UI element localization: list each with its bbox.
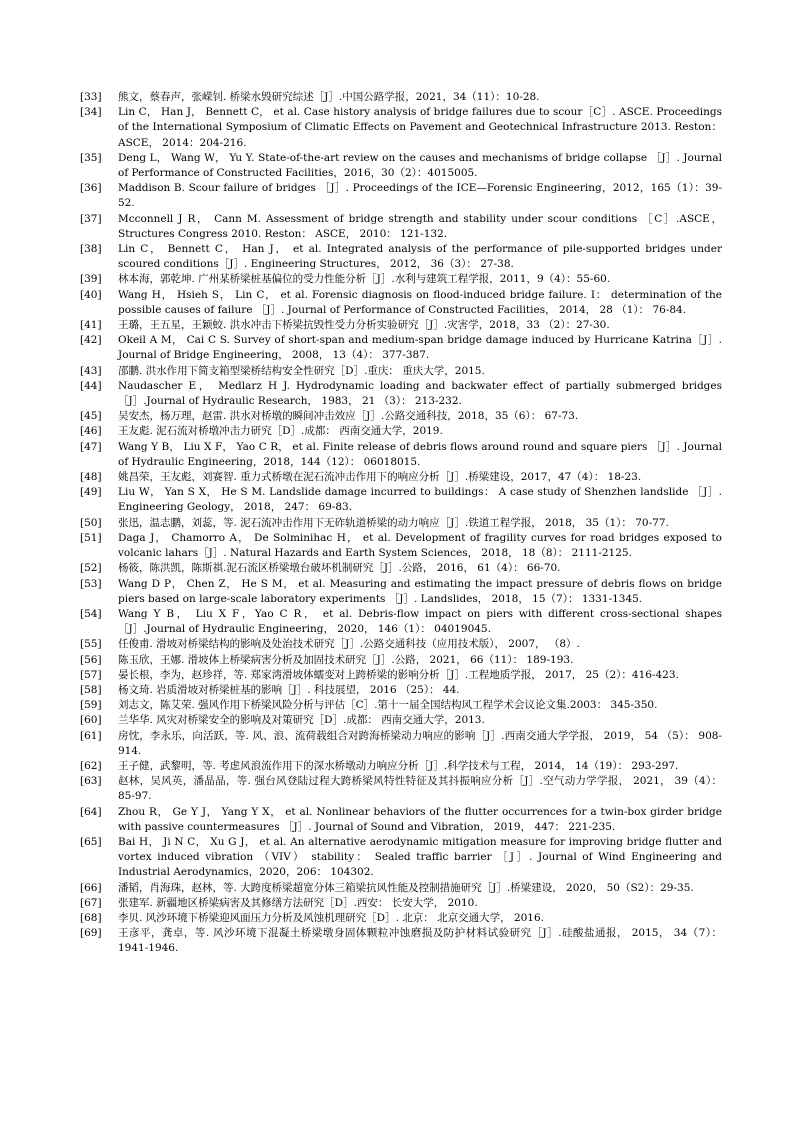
reference-number: [69] bbox=[80, 927, 102, 940]
reference-item bbox=[80, 333, 722, 363]
reference-item bbox=[80, 881, 722, 896]
reference-number: [63] bbox=[80, 775, 102, 788]
reference-number: [56] bbox=[80, 653, 102, 666]
reference-item bbox=[80, 181, 722, 211]
reference-item bbox=[80, 318, 722, 333]
reference-item bbox=[80, 637, 722, 652]
reference-text: Okeil A M， Cai C S. Survey of short-span and medium-span bridge damage induced by Hurricane Katrina［J］. Journal of Bridge Engineering， 2008， 13（4）： 377-387. bbox=[118, 334, 722, 362]
reference-text: Bai H， Ji N C， Xu G J， et al. An alternative aerodynamic mitigation measure for improving bridge flutter and vortex induced vibration （VIV） stability： Sealed traffic barrier ［J］. Journal of Wind Engineering and Industrial Aerodynamics，2020，206： 104302. bbox=[118, 835, 722, 879]
reference-number: [46] bbox=[80, 425, 102, 438]
reference-item bbox=[80, 561, 722, 576]
reference-text: 兰华华. 风灾对桥梁安全的影响及对策研究［D］.成都： 西南交通大学，2013. bbox=[118, 714, 485, 727]
reference-item bbox=[80, 653, 722, 668]
reference-text: 邵鹏. 洪水作用下简支箱型梁桥结构安全性研究［D］.重庆： 重庆大学，2015. bbox=[118, 364, 485, 377]
reference-text: 熊文，蔡春声，张嵘钊. 桥梁水毁研究综述［J］.中国公路学报，2021，34（11）：10-28. bbox=[118, 91, 540, 103]
reference-number: [67] bbox=[80, 896, 102, 909]
reference-item bbox=[80, 911, 722, 926]
reference-text: Wang H， Hsieh S， Lin C， et al. Forensic diagnosis on flood-induced bridge failure. I： determination of the possible causes of failure ［J］. Journal of Performance of Constructed Facilities， 2014， 28 （1）： 76-84. bbox=[118, 288, 722, 316]
reference-text: 潘韬，肖海珠，赵林，等. 大跨度桥梁超宽分体三箱梁抗风性能及控制措施研究［J］.桥梁建设， 2020， 50（S2）：29-35. bbox=[118, 881, 694, 894]
reference-number: [51] bbox=[80, 531, 102, 544]
reference-item bbox=[80, 90, 722, 105]
reference-item bbox=[80, 364, 722, 379]
reference-item bbox=[80, 485, 722, 515]
reference-number: [40] bbox=[80, 288, 102, 301]
reference-number: [53] bbox=[80, 577, 102, 590]
reference-item bbox=[80, 212, 722, 242]
reference-item bbox=[80, 105, 722, 151]
reference-number: [35] bbox=[80, 151, 102, 164]
reference-text: Wang Y B， Liu X F，Yao C R， et al. Debris-flow impact on piers with different cross-sectional shapes ［J］.Journal of Hydraulic Engineering， 2020， 146（1）： 04019045. bbox=[118, 607, 722, 636]
reference-item bbox=[80, 470, 722, 485]
reference-text: Wang D P， Chen Z， He S M， et al. Measuring and estimating the impact pressure of debris flows on bridge piers based on large-scale laboratory experiments ［J］. Landslides， 2018， 15（7）： 1331-1345. bbox=[118, 577, 722, 605]
reference-item bbox=[80, 896, 722, 911]
reference-text: Liu W， Yan S X， He S M. Landslide damage incurred to buildings： A case study of Shenzhen landslide ［J］. Engineering Geology， 2018， 247： 69-83. bbox=[118, 486, 722, 514]
reference-text: 王子健，武黎明，等. 考虑风浪流作用下的深水桥墩动力响应分析［J］.科学技术与工程， 2014， 14（19）： 293-297. bbox=[118, 759, 679, 772]
reference-item bbox=[80, 516, 722, 531]
reference-number: [60] bbox=[80, 714, 102, 727]
reference-item bbox=[80, 424, 722, 439]
reference-text: Lin C， Bennett C， Han J， et al. Integrated analysis of the performance of pile-supported bridges under scoured conditions［J］. Engineering Structures， 2012， 36（3）： 27-38. bbox=[118, 243, 722, 271]
reference-text: 王璐，王五星，王颖蛟. 洪水冲击下桥梁抗毁性受力分析实验研究［J］.灾害学，2018，33 （2）：27-30. bbox=[118, 319, 610, 332]
reference-text: Deng L， Wang W， Yu Y. State-of-the-art review on the causes and mechanisms of bridge collapse ［J］. Journal of Performance of Constructed Facilities，2016，30（2）：4015005. bbox=[118, 151, 722, 180]
reference-number: [38] bbox=[80, 243, 102, 256]
reference-number: [44] bbox=[80, 379, 102, 392]
reference-number: [59] bbox=[80, 699, 102, 712]
reference-number: [47] bbox=[80, 440, 102, 453]
reference-item bbox=[80, 759, 722, 774]
reference-list bbox=[80, 90, 722, 957]
reference-number: [66] bbox=[80, 881, 102, 894]
reference-number: [41] bbox=[80, 319, 102, 332]
reference-text: Wang Y B， Liu X F， Yao C R， et al. Finite release of debris flows around round and square piers ［J］. Journal of Hydraulic Engineering，2018，144（12）： 06018015. bbox=[118, 440, 722, 468]
reference-item bbox=[80, 774, 722, 804]
reference-text: 杨文琦. 岩质滑坡对桥梁桩基的影响［J］. 科技展望， 2016 （25）： 44. bbox=[118, 683, 460, 696]
reference-number: [37] bbox=[80, 212, 102, 225]
reference-text: 晏长根，李为，赵珍祥，等. 郑家湾滑坡体蠕变对上跨桥梁的影响分析［J］.工程地质学报， 2017， 25（2）：416-423. bbox=[118, 668, 679, 681]
reference-text: 赵林，吴风英，潘晶晶，等. 强台风登陆过程大跨桥梁风特性特征及其抖振响应分析［J］.空气动力学学报， 2021， 39（4）： 85-97. bbox=[118, 775, 722, 803]
reference-number: [62] bbox=[80, 759, 102, 772]
reference-number: [39] bbox=[80, 273, 102, 286]
reference-item bbox=[80, 577, 722, 607]
reference-text: 王友彪. 泥石流对桥墩冲击力研究［D］.成都： 西南交通大学，2019. bbox=[118, 425, 443, 438]
reference-number: [55] bbox=[80, 638, 102, 651]
reference-item bbox=[80, 409, 722, 424]
reference-item bbox=[80, 729, 722, 759]
reference-text: 李贝. 风沙环境下桥梁迎风面压力分析及风蚀机理研究［D］. 北京： 北京交通大学， 2016. bbox=[118, 911, 545, 924]
reference-item bbox=[80, 668, 722, 683]
reference-number: [36] bbox=[80, 182, 102, 195]
reference-number: [48] bbox=[80, 471, 102, 484]
reference-item bbox=[80, 288, 722, 318]
reference-text: 房忱，李永乐，向活跃，等. 风、浪、流荷载组合对跨海桥梁动力响应的影响［J］.西南交通大学学报， 2019， 54 （5）： 908-914. bbox=[118, 729, 722, 757]
reference-item bbox=[80, 683, 722, 698]
reference-item bbox=[80, 151, 722, 181]
reference-text: 张建军. 新疆地区桥梁病害及其修缮方法研究［D］.西安： 长安大学， 2010. bbox=[118, 896, 478, 909]
reference-text: 任俊甫. 滑坡对桥梁结构的影响及处治技术研究［J］.公路交通科技（应用技术版）， 2007， （8）. bbox=[118, 638, 580, 651]
reference-item bbox=[80, 698, 722, 713]
reference-text: Maddison B. Scour failure of bridges ［J］. Proceedings of the ICE—Forensic Engineering，2012，165（1）：39-52. bbox=[118, 182, 722, 210]
reference-number: [65] bbox=[80, 835, 102, 848]
reference-number: [54] bbox=[80, 607, 102, 620]
reference-item bbox=[80, 926, 722, 956]
reference-item bbox=[80, 272, 722, 287]
reference-text: 陈玉欣，王娜. 滑坡体上桥梁病害分析及加固技术研究［J］.公路， 2021， 66（11）： 189-193. bbox=[118, 653, 574, 666]
reference-number: [61] bbox=[80, 729, 102, 742]
reference-number: [45] bbox=[80, 410, 102, 423]
reference-text: 王彦平，龚卓，等. 风沙环境下混凝土桥梁墩身固体颗粒冲蚀磨损及防护材料试验研究［J］.硅酸盐通报， 2015， 34（7）： 1941-1946. bbox=[118, 927, 722, 955]
reference-number: [57] bbox=[80, 668, 102, 681]
reference-number: [49] bbox=[80, 486, 102, 499]
reference-item bbox=[80, 242, 722, 272]
reference-text: 姚昌荣，王友彪，刘赛智. 重力式桥墩在泥石流冲击作用下的响应分析［J］.桥梁建设，2017，47（4）： 18-23. bbox=[118, 471, 642, 484]
reference-number: [50] bbox=[80, 516, 102, 529]
reference-text: 张迅，温志鹏，刘蕊，等. 泥石流冲击作用下无砟轨道桥梁的动力响应［J］.铁道工程学报， 2018， 35（1）： 70-77. bbox=[118, 516, 669, 529]
reference-text: 刘志文，陈艾荣. 强风作用下桥梁风险分析与评估［C］.第十一届全国结构风工程学术会议论文集.2003： 345-350. bbox=[118, 699, 658, 712]
reference-number: [52] bbox=[80, 562, 102, 575]
reference-item bbox=[80, 607, 722, 637]
reference-text: Lin C， Han J， Bennett C， et al. Case history analysis of bridge failures due to scour［C］. ASCE. Proceedings of the International Symposium of Climatic Effects on Pavement and Geotechnical Infrastructure 2013. Reston： ASCE， 2014：204-216. bbox=[118, 106, 722, 149]
reference-text: 杨筱，陈洪凯，陈斯祺.泥石流区桥梁墩台破坏机制研究［J］.公路， 2016， 61（4）： 66-70. bbox=[118, 562, 561, 575]
reference-item bbox=[80, 379, 722, 409]
reference-number: [33] bbox=[80, 91, 102, 103]
reference-number: [43] bbox=[80, 364, 102, 377]
reference-number: [58] bbox=[80, 683, 102, 696]
reference-number: [34] bbox=[80, 106, 102, 119]
reference-number: [64] bbox=[80, 805, 102, 818]
reference-item bbox=[80, 835, 722, 881]
reference-text: Mcconnell J R， Cann M. Assessment of bridge strength and stability under scour conditions ［C］.ASCE， Structures Congress 2010. Reston： ASCE， 2010： 121-132. bbox=[118, 212, 722, 240]
reference-number: [68] bbox=[80, 911, 102, 924]
reference-text: Daga J， Chamorro A， De Solminihac H， et al. Development of fragility curves for road bridges exposed to volcanic lahars［J］. Natural Hazards and Earth System Sciences， 2018， 18（8）： 2111-2125. bbox=[118, 531, 722, 560]
reference-text: Naudascher E， Medlarz H J. Hydrodynamic loading and backwater effect of partially submerged bridges［J］.Journal of Hydraulic Research， 1983， 21 （3）： 213-232. bbox=[118, 379, 722, 408]
reference-item bbox=[80, 531, 722, 561]
reference-item bbox=[80, 440, 722, 470]
reference-item bbox=[80, 805, 722, 835]
reference-item bbox=[80, 713, 722, 728]
reference-text: 吴安杰，杨万理，赵雷. 洪水对桥墩的瞬间冲击效应［J］.公路交通科技，2018，35（6）： 67-73. bbox=[118, 410, 579, 423]
reference-text: Zhou R， Ge Y J， Yang Y X， et al. Nonlinear behaviors of the flutter occurrences for a twin-box girder bridge with passive countermeasures ［J］. Journal of Sound and Vibration， 2019， 447： 221-235. bbox=[118, 805, 722, 833]
reference-number: [42] bbox=[80, 334, 102, 347]
reference-text: 林本海，郭乾坤. 广州某桥梁桩基偏位的受力性能分析［J］.水利与建筑工程学报，2011，9（4）：55-60. bbox=[118, 273, 611, 286]
